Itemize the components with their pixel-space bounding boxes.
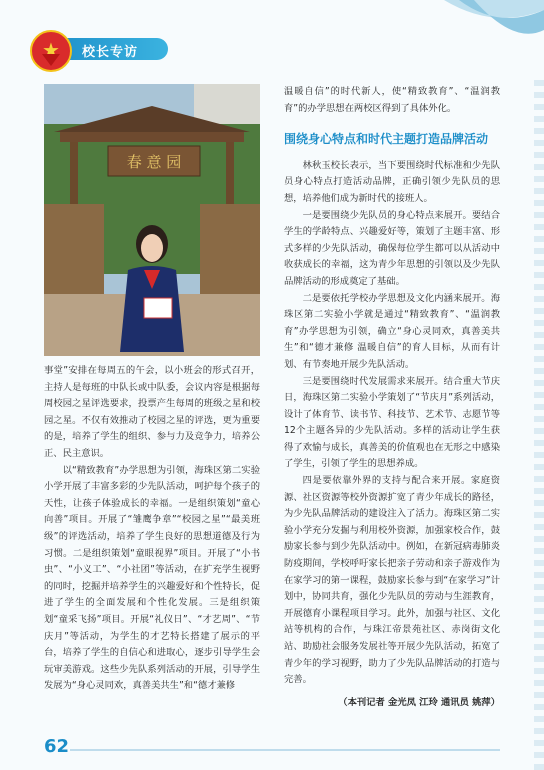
pavilion-sign: 春 意 园 <box>126 153 182 171</box>
article-paragraph: 事堂”安排在每周五的午会，以小班会的形式召开，主持人是每班的中队长或中队委，会议内容是根据每周校园之星评选要求，投票产生每周的班级之星和校园之星。不仅有效推动了校园之星的评选，更为重要的是，培养了学生的组织、参与力及竞争力，培养公正、民主意识。 <box>44 365 260 459</box>
principal-photo <box>44 84 260 356</box>
corner-decoration <box>404 0 544 80</box>
section-title: 校长专访 <box>82 45 139 60</box>
young-pioneers-emblem-icon: ★ <box>30 30 72 72</box>
header <box>0 0 544 66</box>
article-paragraph: 四是要依靠外界的支持与配合来开展。家庭资源、社区资源等校外资源扩宽了青少年成长的路径，为少先队品牌活动的建设注入了活力。海珠区第二实验小学充分发掘与利用校外资源，加强家校合作，鼓励家长参与到少先队活动中。例如，在新冠病毒肺炎防疫期间，学校呼吁家长把亲子劳动和亲子游戏作为在家学习的第一课程，鼓励家长参与到“在家学习”计划中，协同共育，强化少先队员的劳动与生涯教育，开展德育小课程项目学习。此外，加强与社区、文化站等机构的合作，与珠江帝景苑社区、赤岗街文化站、助励社会服务发展社等开展少先队活动，拓宽了青少年的学习视野，助力了少先队品牌活动的打造与完善。 <box>284 475 500 686</box>
author-credit: （本刊记者 金光凤 江玲 通讯员 姚萍） <box>338 696 500 708</box>
page-number: 62 <box>44 736 70 757</box>
article-paragraph: 温暖自信”的时代新人，使“精致教育”、“温润教育”的办学思想在两校区得到了具体外化。 <box>284 86 500 114</box>
section-heading: 围绕身心特点和时代主题打造品牌活动 <box>284 132 489 147</box>
article-paragraph: 以“精致教育”办学思想为引领，海珠区第二实验小学开展了丰富多彩的少先队活动，呵护每个孩子的天性，让孩子体验成长的幸福。一是组织策划“童心向善”项目。开展了“雏鹰争章”“校园之星”“最美班级”的评选活动，培养了学生良好的思想道德及行为习惯。二是组织策划“童眼视界”项目。开展了“小书虫”、“小义工”、“小社团”等活动，在扩充学生视野的同时，挖掘并培养学生的兴趣爱好和个性特长，促进了学生的全面发展和个性化发展。三是组织策划“童采飞扬”项目。开展“礼仪日”、“才艺周”、“节庆月”等活动，为学生的才艺特长搭建了展示的平台，培养了学生的自信心和进取心，逐步引导学生会玩审美游戏。这些少先队系列活动的开展，引导学生发展为“身心灵同欢，真善美共生”和“德才兼修 <box>44 464 260 692</box>
footer-rule <box>70 749 500 751</box>
article-paragraph: 三是要围绕时代发展需求来展开。结合重大节庆日，海珠区第二实验小学策划了“节庆月”系列活动，设计了体育节、读书节、科技节、艺术节、志愿节等12个主题各异的少先队活动。多样的活动让学生获得了欢愉与成长，真善美的价值观也在无形之中感染了学生，引领了学生的思想养成。 <box>284 375 500 470</box>
left-column <box>44 363 260 695</box>
right-column <box>284 84 500 711</box>
article-paragraph: 一是要围绕少先队员的身心特点来展开。要结合学生的学龄特点、兴趣爱好等，策划了主题丰富、形式多样的少先队活动，确保每位学生都可以从活动中收获成长的幸福，这为青少年思想的引领以及少先队品牌活动的形成奠定了基础。 <box>284 209 500 287</box>
article-paragraph: 二是要依托学校办学思想及文化内涵来展开。海珠区第二实验小学就是通过“精致教育”、“温润教育”办学思想为引领，确立“身心灵同欢，真善美共生”和“德才兼修 温暖自信”的育人目标，从而有计划、有节奏地开展少先队活动。 <box>284 292 500 370</box>
article-paragraph: 林秋玉校长表示，当下要围绕时代标准和少先队员身心特点打造活动品牌，正确引领少先队员的思想，培养他们成为新时代的接班人。 <box>284 159 500 204</box>
side-stripes <box>534 80 544 770</box>
